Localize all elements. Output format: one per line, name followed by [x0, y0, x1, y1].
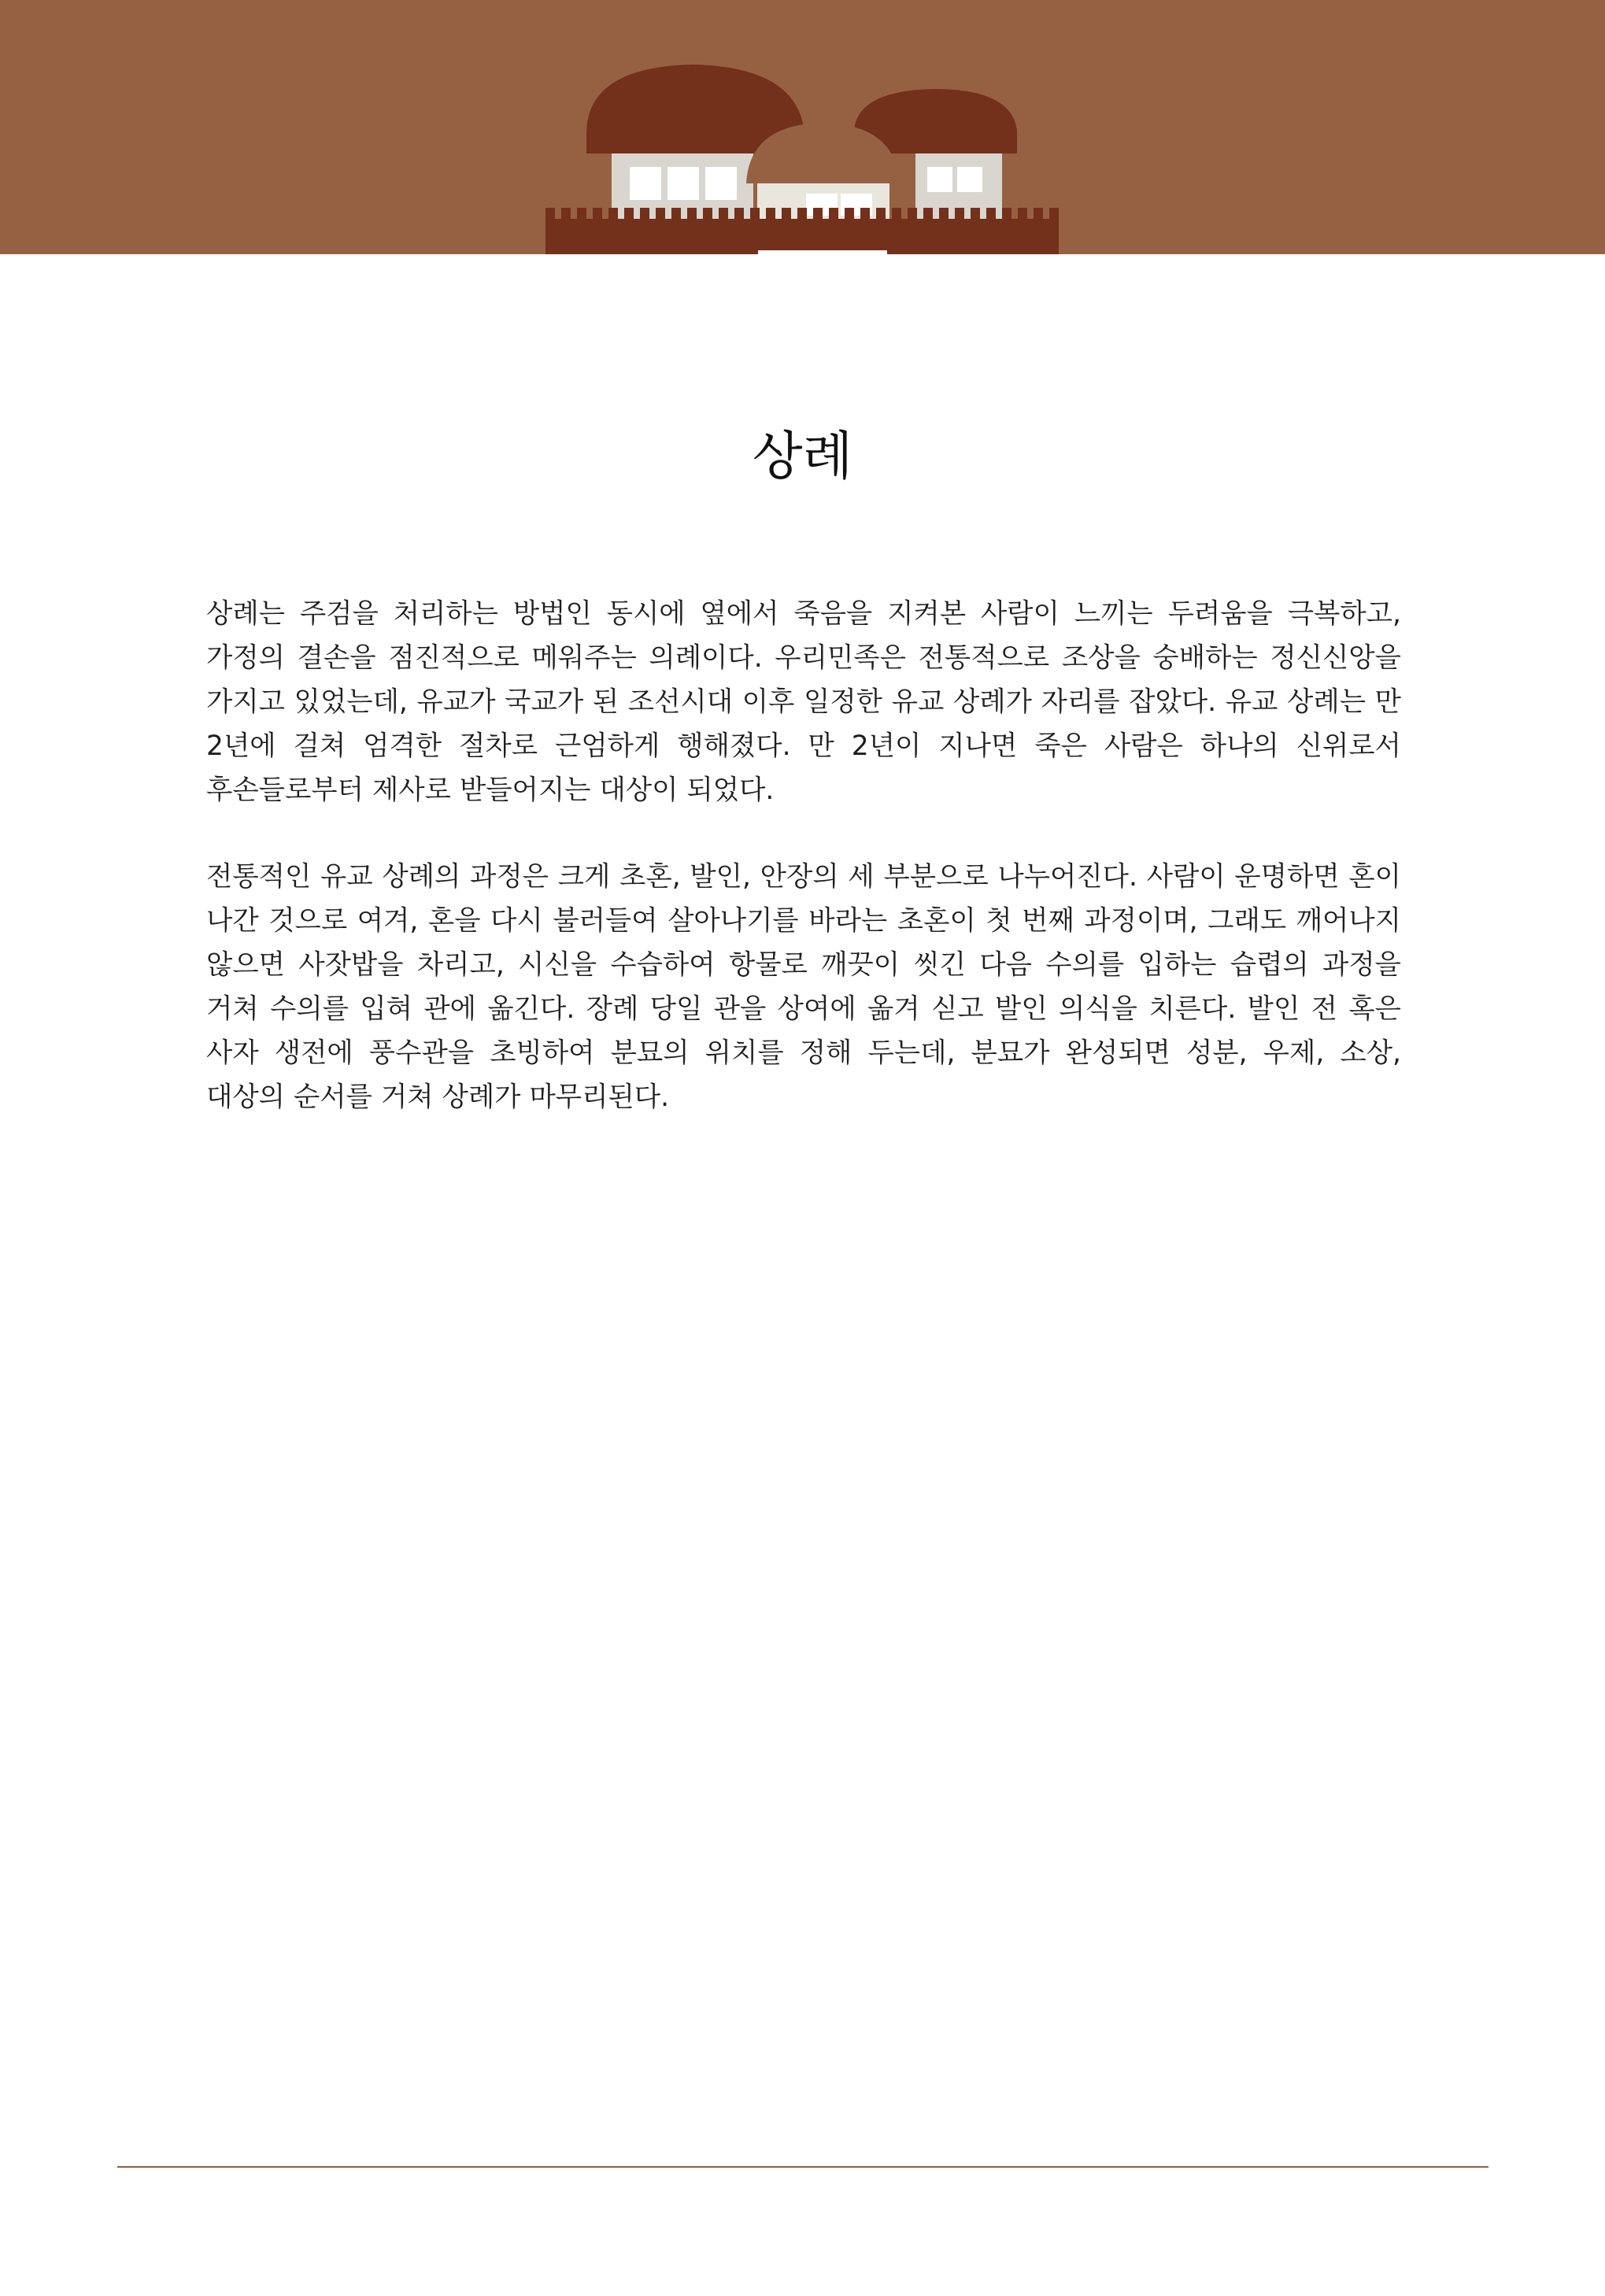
body-text	[206, 592, 1401, 1162]
paragraph: 전통적인 유교 상례의 과정은 크게 초혼, 발인, 안장의 세 부분으로 나누어진다. 사람이 운명하면 혼이 나간 것으로 여겨, 혼을 다시 불러들여 살아나기를 바라는 초혼이 첫 번째 과정이며, 그래도 깨어나지 않으면 사잣밥을 차리고, 시신을 수습하여 항물로 깨끗이 씻긴 다음 수의를 입하는 습렵의 과정을 거쳐 수의를 입혀 관에 옮긴다. 장례 당일 관을 상여에 옮겨 싣고 발인 의식을 치른다. 발인 전 혹은 사자 생전에 풍수관을 초빙하여 분묘의 위치를 정해 두는데, 분묘가 완성되면 성분, 우제, 소상, 대상의 순서를 거쳐 상례가 마무리된다.	[206, 861, 1401, 1113]
paragraph: 상례는 주검을 처리하는 방법인 동시에 옆에서 죽음을 지켜본 사람이 느끼는 두려움을 극복하고, 가정의 결손을 점진적으로 메워주는 의례이다. 우리민족은 전통적으로 조상을 숭배하는 정신신앙을 가지고 있었는데, 유교가 국교가 된 조선시대 이후 일정한 유교 상례가 자리를 잡았다. 유교 상례는 만 2년에 걸쳐 엄격한 절차로 근엄하게 행해졌다. 만 2년이 지나면 죽은 사람은 하나의 신위로서 후손들로부터 제사로 받들어지는 대상이 되었다.	[206, 598, 1401, 806]
header-banner	[0, 0, 1605, 254]
hanok-house-icon	[0, 0, 1605, 254]
page-title: 상례	[752, 426, 853, 486]
footer-divider	[117, 2166, 1489, 2168]
